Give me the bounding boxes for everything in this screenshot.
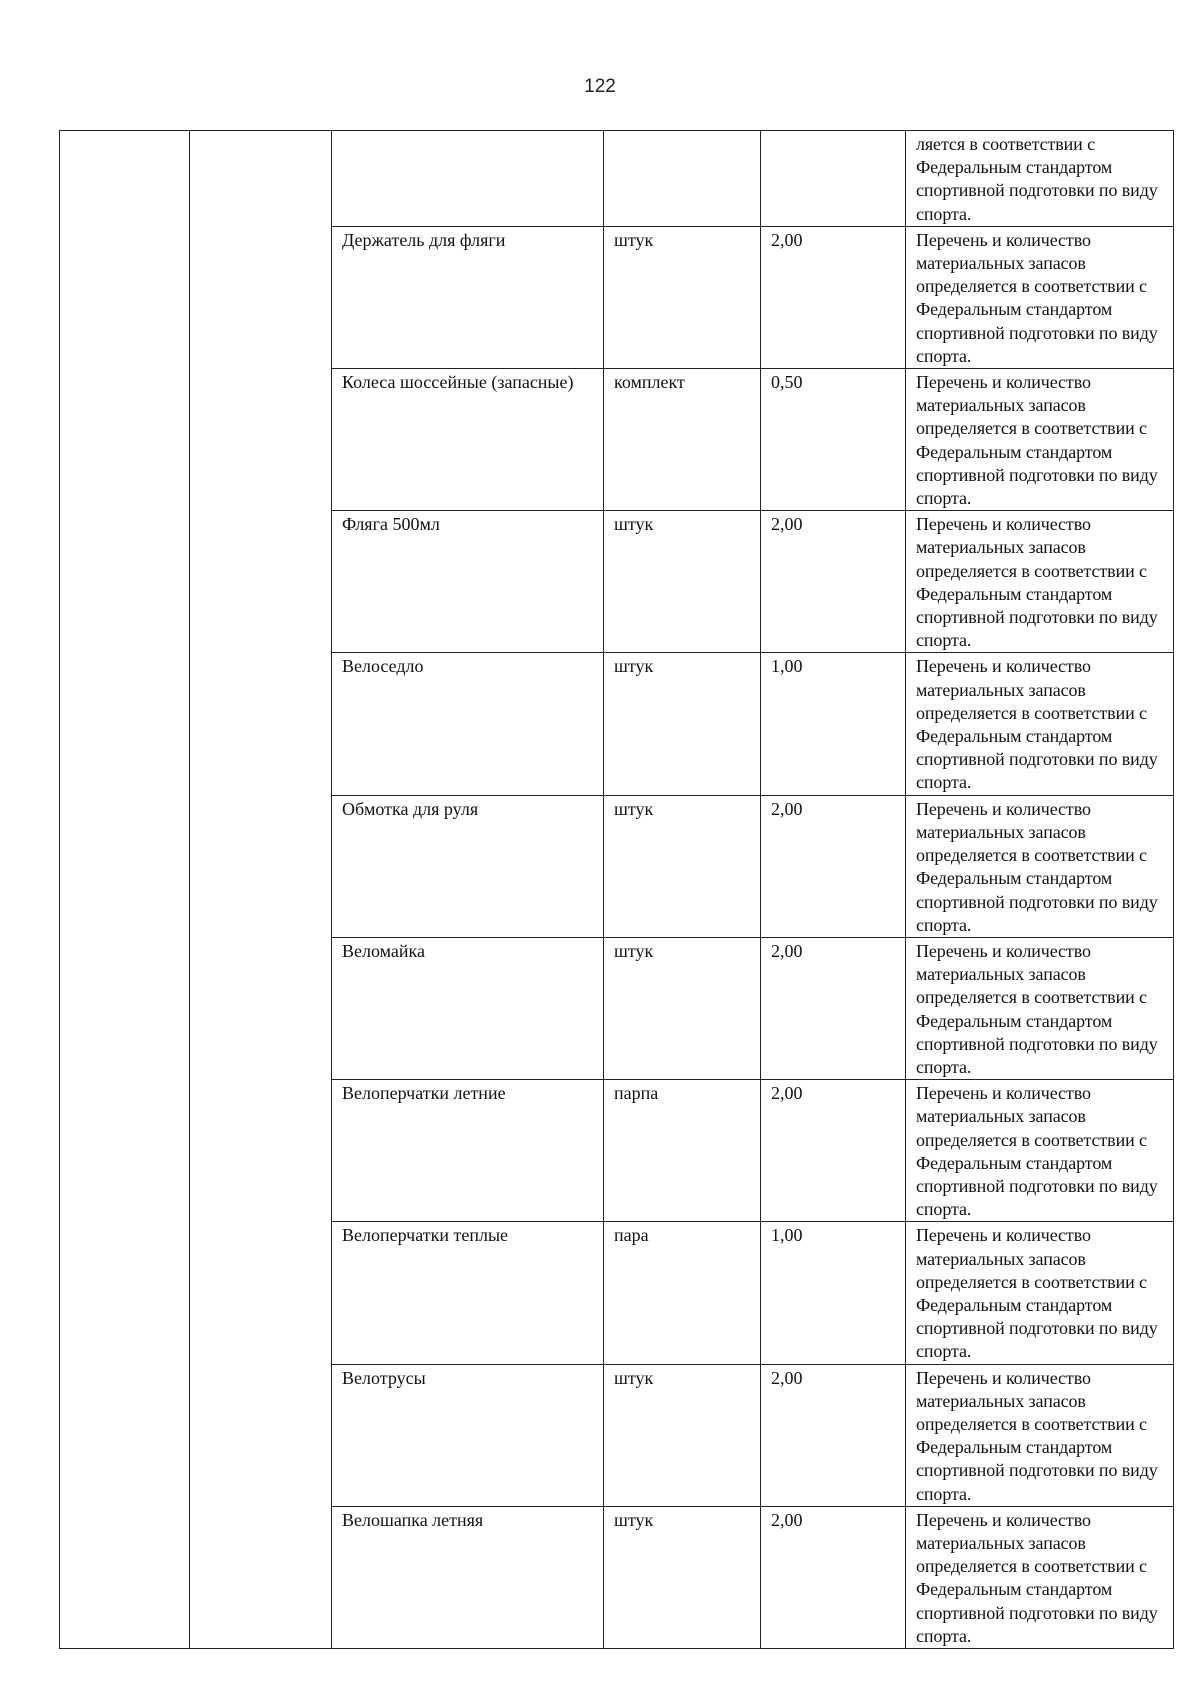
item-name-cell: Колеса шоссейные (запасные) [332, 369, 604, 511]
quantity-cell [761, 131, 906, 227]
item-name-cell: Фляга 500мл [332, 511, 604, 653]
quantity-cell: 1,00 [761, 1222, 906, 1364]
item-name-cell: Обмотка для руля [332, 795, 604, 937]
page-number: 122 [584, 76, 616, 97]
quantity-cell: 2,00 [761, 1080, 906, 1222]
item-name-cell: Велотрусы [332, 1364, 604, 1506]
unit-cell: парпа [604, 1080, 761, 1222]
item-name-cell: Веломайка [332, 937, 604, 1079]
note-cell: Перечень и количество материальных запасов определяется в соответствии с Федеральным стандартом спортивной подготовки по виду спорта. [906, 511, 1174, 653]
unit-cell: штук [604, 795, 761, 937]
note-cell: Перечень и количество материальных запасов определяется в соответствии с Федеральным стандартом спортивной подготовки по виду спорта. [906, 1222, 1174, 1364]
item-name-cell: Велоседло [332, 653, 604, 795]
note-cell: Перечень и количество материальных запасов определяется в соответствии с Федеральным стандартом спортивной подготовки по виду спорта. [906, 653, 1174, 795]
item-name-cell: Велоперчатки теплые [332, 1222, 604, 1364]
note-cell: Перечень и количество материальных запасов определяется в соответствии с Федеральным стандартом спортивной подготовки по виду спорта. [906, 795, 1174, 937]
quantity-cell: 2,00 [761, 795, 906, 937]
quantity-cell: 2,00 [761, 226, 906, 368]
item-name-cell: Велошапка летняя [332, 1506, 604, 1648]
quantity-cell: 2,00 [761, 1364, 906, 1506]
item-name-cell: Велоперчатки летние [332, 1080, 604, 1222]
note-cell: Перечень и количество материальных запасов определяется в соответствии с Федеральным стандартом спортивной подготовки по виду спорта. [906, 369, 1174, 511]
quantity-cell: 2,00 [761, 1506, 906, 1648]
quantity-cell: 2,00 [761, 937, 906, 1079]
unit-cell: штук [604, 653, 761, 795]
materials-table-body [60, 131, 1174, 1649]
quantity-cell: 0,50 [761, 369, 906, 511]
quantity-cell: 1,00 [761, 653, 906, 795]
item-name-cell [332, 131, 604, 227]
note-cell: Перечень и количество материальных запасов определяется в соответствии с Федеральным стандартом спортивной подготовки по виду спорта. [906, 937, 1174, 1079]
note-cell: ляется в соответствии с Федеральным стандартом спортивной подготовки по виду спорта. [906, 131, 1174, 227]
unit-cell: штук [604, 937, 761, 1079]
unit-cell: штук [604, 511, 761, 653]
quantity-cell: 2,00 [761, 511, 906, 653]
unit-cell [604, 131, 761, 227]
unit-cell: штук [604, 1364, 761, 1506]
note-cell: Перечень и количество материальных запасов определяется в соответствии с Федеральным стандартом спортивной подготовки по виду спорта. [906, 1080, 1174, 1222]
item-name-cell: Держатель для фляги [332, 226, 604, 368]
note-cell: Перечень и количество материальных запасов определяется в соответствии с Федеральным стандартом спортивной подготовки по виду спорта. [906, 226, 1174, 368]
note-cell: Перечень и количество материальных запасов определяется в соответствии с Федеральным стандартом спортивной подготовки по виду спорта. [906, 1364, 1174, 1506]
unit-cell: штук [604, 226, 761, 368]
merged-cell-col2 [190, 131, 332, 1649]
unit-cell: пара [604, 1222, 761, 1364]
unit-cell: комплект [604, 369, 761, 511]
note-cell: Перечень и количество материальных запасов определяется в соответствии с Федеральным стандартом спортивной подготовки по виду спорта. [906, 1506, 1174, 1648]
table-row-continuation [60, 131, 1174, 227]
unit-cell: штук [604, 1506, 761, 1648]
materials-table [59, 130, 1174, 1649]
merged-cell-col1 [60, 131, 190, 1649]
